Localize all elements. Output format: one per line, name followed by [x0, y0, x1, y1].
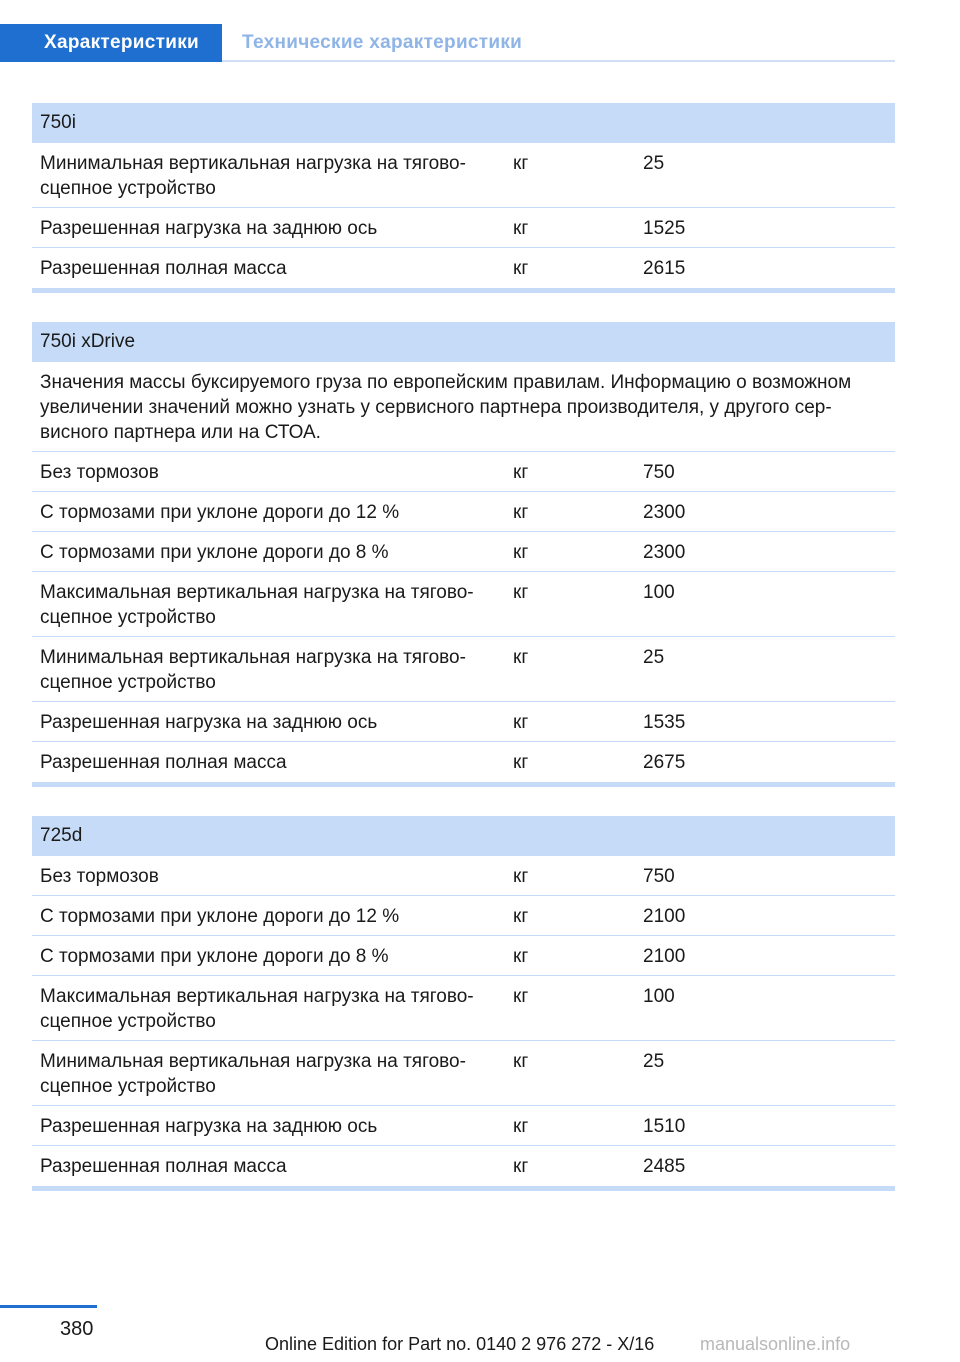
spec-table-725d: [32, 816, 895, 1191]
row-unit: кг: [513, 218, 529, 239]
row-unit: кг: [513, 582, 529, 603]
page-number: 380: [60, 1318, 94, 1340]
row-unit: кг: [513, 647, 529, 668]
row-label: Минимальная вертикальная нагрузка на тягово-сцепное устройство: [40, 647, 466, 693]
page-header: [0, 24, 895, 62]
row-unit: кг: [513, 986, 529, 1007]
row-value: 1510: [643, 1116, 686, 1137]
table-bottom-rule: [32, 782, 895, 787]
table-row: [32, 532, 895, 572]
row-unit: кг: [513, 153, 529, 174]
row-unit: кг: [513, 258, 529, 279]
row-value: 25: [643, 647, 665, 668]
row-unit: кг: [513, 502, 529, 523]
row-label: С тормозами при уклоне дороги до 8 %: [40, 542, 389, 563]
row-unit: кг: [513, 1051, 529, 1072]
table-row: [32, 742, 895, 782]
table-row: [32, 452, 895, 492]
subsection-tab-technical-specs[interactable]: Технические характеристики: [242, 32, 523, 53]
table-row: [32, 143, 895, 208]
table-header: 750i: [32, 103, 895, 143]
row-unit: кг: [513, 1116, 529, 1137]
row-unit: кг: [513, 866, 529, 887]
row-unit: кг: [513, 752, 529, 773]
row-value: 2100: [643, 946, 686, 967]
edition-text: Online Edition for Part no. 0140 2 976 272 - X/16: [265, 1334, 655, 1354]
table-header: 725d: [32, 816, 895, 856]
row-value: 750: [643, 462, 675, 483]
row-value: 1525: [643, 218, 686, 239]
table-row: [32, 1041, 895, 1106]
row-label: Разрешенная полная масса: [40, 1156, 287, 1177]
table-row: [32, 702, 895, 742]
table-bottom-rule: [32, 1186, 895, 1191]
row-unit: кг: [513, 906, 529, 927]
row-label: Разрешенная полная масса: [40, 752, 287, 773]
row-unit: кг: [513, 712, 529, 733]
row-value: 2485: [643, 1156, 686, 1177]
table-row: [32, 248, 895, 288]
row-label: Без тормозов: [40, 866, 159, 887]
row-label: С тормозами при уклоне дороги до 12 %: [40, 502, 400, 523]
row-unit: кг: [513, 542, 529, 563]
table-note: [32, 362, 895, 452]
row-value: 25: [643, 153, 665, 174]
row-label: Разрешенная нагрузка на заднюю ось: [40, 1116, 378, 1137]
table-bottom-rule: [32, 288, 895, 293]
spec-table-750i-xdrive: [32, 322, 895, 787]
row-value: 2615: [643, 258, 686, 279]
table-row: [32, 1106, 895, 1146]
table-row: [32, 936, 895, 976]
row-value: 750: [643, 866, 675, 887]
row-value: 2675: [643, 752, 686, 773]
row-unit: кг: [513, 1156, 529, 1177]
row-value: 100: [643, 582, 675, 603]
row-label: Разрешенная нагрузка на заднюю ось: [40, 712, 378, 733]
table-row: [32, 208, 895, 248]
row-unit: кг: [513, 462, 529, 483]
header-divider: [222, 60, 895, 62]
row-label: С тормозами при уклоне дороги до 8 %: [40, 946, 389, 967]
row-label: Максимальная вертикальная нагрузка на тягово-сцепное устройство: [40, 986, 474, 1032]
table-row: [32, 856, 895, 896]
table-row: [32, 492, 895, 532]
row-value: 2100: [643, 906, 686, 927]
row-unit: кг: [513, 946, 529, 967]
table-row: [32, 637, 895, 702]
spec-table-750i: [32, 103, 895, 293]
row-value: 100: [643, 986, 675, 1007]
row-label: Без тормозов: [40, 462, 159, 483]
table-row: [32, 896, 895, 936]
row-value: 25: [643, 1051, 665, 1072]
section-tab-characteristics[interactable]: Характеристики: [0, 24, 222, 62]
table-row: [32, 1146, 895, 1186]
row-label: Минимальная вертикальная нагрузка на тягово-сцепное устройство: [40, 153, 466, 199]
row-value: 2300: [643, 502, 686, 523]
table-row: [32, 976, 895, 1041]
watermark: manualsonline.info: [700, 1334, 851, 1354]
row-label: Разрешенная нагрузка на заднюю ось: [40, 218, 378, 239]
row-label: Разрешенная полная масса: [40, 258, 287, 279]
row-label: С тормозами при уклоне дороги до 12 %: [40, 906, 400, 927]
footer-accent-line: [0, 1305, 97, 1308]
table-row: [32, 572, 895, 637]
row-label: Максимальная вертикальная нагрузка на тягово-сцепное устройство: [40, 582, 474, 628]
row-value: 2300: [643, 542, 686, 563]
row-value: 1535: [643, 712, 686, 733]
note-text: Значения массы буксируемого груза по европейским правилам. Информацию о возможном увеличении значений можно узнать у сервисного партнера производителя, у другого сервисного партнера или на СТОА.: [40, 372, 852, 443]
table-header: 750i xDrive: [32, 322, 895, 362]
row-label: Минимальная вертикальная нагрузка на тягово-сцепное устройство: [40, 1051, 466, 1097]
